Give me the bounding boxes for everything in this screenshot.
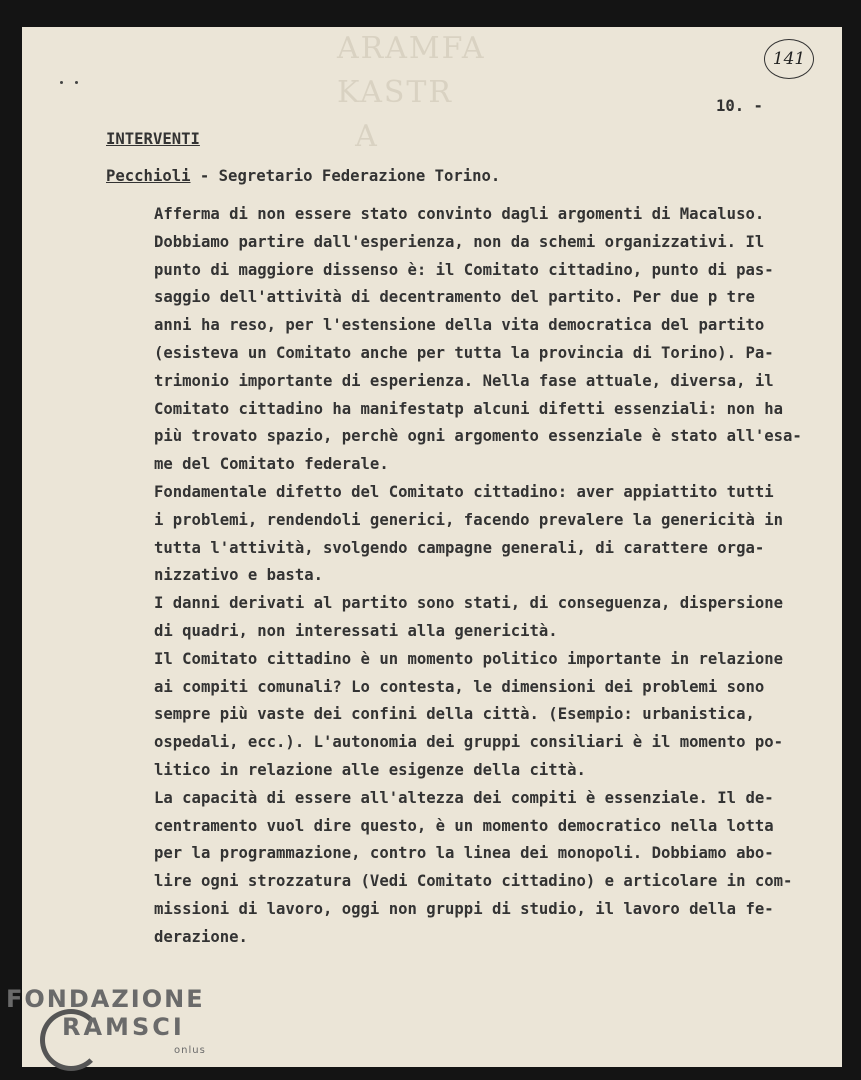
text-line: La capacità di essere all'altezza dei compiti è essenziale. Il de- bbox=[154, 788, 774, 807]
text-line: litico in relazione alle esigenze della città. bbox=[154, 761, 586, 779]
speaker-role: - Segretario Federazione Torino. bbox=[190, 167, 501, 185]
text-line: Il Comitato cittadino è un momento politico importante in relazione bbox=[154, 649, 784, 668]
text-line: tutta l'attività, svolgendo campagne generali, di carattere orga- bbox=[154, 538, 765, 557]
text-line: ai compiti comunali? Lo contesta, le dimensioni dei problemi sono bbox=[154, 677, 765, 696]
text-line: anni ha reso, per l'estensione della vita democratica del partito bbox=[154, 316, 765, 335]
text-line: i problemi, rendendoli generici, facendo prevalere la genericità in bbox=[154, 510, 784, 529]
punch-mark bbox=[75, 81, 78, 84]
text-line: (esisteva un Comitato anche per tutta la provincia di Torino). Pa- bbox=[154, 344, 774, 362]
text-line: Afferma di non essere stato convinto dagli argomenti di Macaluso. bbox=[154, 205, 765, 223]
logo-line2: RAMSCI bbox=[62, 1013, 185, 1041]
text-line: sempre più vaste dei confini della città. (Esempio: urbanistica, bbox=[154, 705, 755, 724]
text-line: Comitato cittadino ha manifestatp alcuni difetti essenziali: non ha bbox=[154, 399, 784, 418]
text-line: punto di maggiore dissenso è: il Comitato cittadino, punto di pas- bbox=[154, 260, 774, 279]
text-line: me del Comitato federale. bbox=[154, 455, 389, 474]
text-line: più trovato spazio, perchè ogni argomento essenziale è stato all'esa- bbox=[154, 427, 802, 446]
logo-line1: FONDAZIONE bbox=[6, 985, 205, 1013]
speaker-line bbox=[106, 167, 500, 185]
text-line: nizzativo e basta. bbox=[154, 566, 323, 585]
text-line: I danni derivati al partito sono stati, di conseguenza, dispersione bbox=[154, 594, 784, 613]
section-heading: INTERVENTI bbox=[106, 130, 200, 148]
folio-number: 141 bbox=[764, 39, 814, 79]
text-line: Fondamentale difetto del Comitato cittadino: aver appiattito tutti bbox=[154, 483, 774, 501]
text-line: saggio dell'attività di decentramento del partito. Per due p tre bbox=[154, 288, 755, 307]
page-number: 10. - bbox=[716, 97, 763, 115]
document-page bbox=[22, 27, 842, 1067]
logo-line3: onlus bbox=[174, 1045, 206, 1056]
text-line: missioni di lavoro, oggi non gruppi di studio, il lavoro della fe- bbox=[154, 900, 774, 918]
fondazione-gramsci-logo bbox=[6, 985, 206, 1056]
text-line: lire ogni strozzatura (Vedi Comitato cittadino) e articolare in com- bbox=[154, 872, 793, 891]
text-line: centramento vuol dire questo, è un momento democratico nella lotta bbox=[154, 816, 774, 835]
text-line: ospedali, ecc.). L'autonomia dei gruppi consiliari è il momento po- bbox=[154, 733, 784, 752]
text-line: Dobbiamo partire dall'esperienza, non da schemi organizzativi. Il bbox=[154, 232, 765, 251]
punch-mark bbox=[60, 81, 63, 84]
text-line: trimonio importante di esperienza. Nella fase attuale, diversa, il bbox=[154, 371, 774, 390]
text-line: di quadri, non interessati alla genericità. bbox=[154, 622, 558, 640]
speaker-name: Pecchioli bbox=[106, 167, 191, 185]
archive-watermark: ARAMFA KASTR A bbox=[337, 31, 486, 154]
text-line: derazione. bbox=[154, 927, 248, 946]
text-line: per la programmazione, contro la linea dei monopoli. Dobbiamo abo- bbox=[154, 844, 774, 863]
